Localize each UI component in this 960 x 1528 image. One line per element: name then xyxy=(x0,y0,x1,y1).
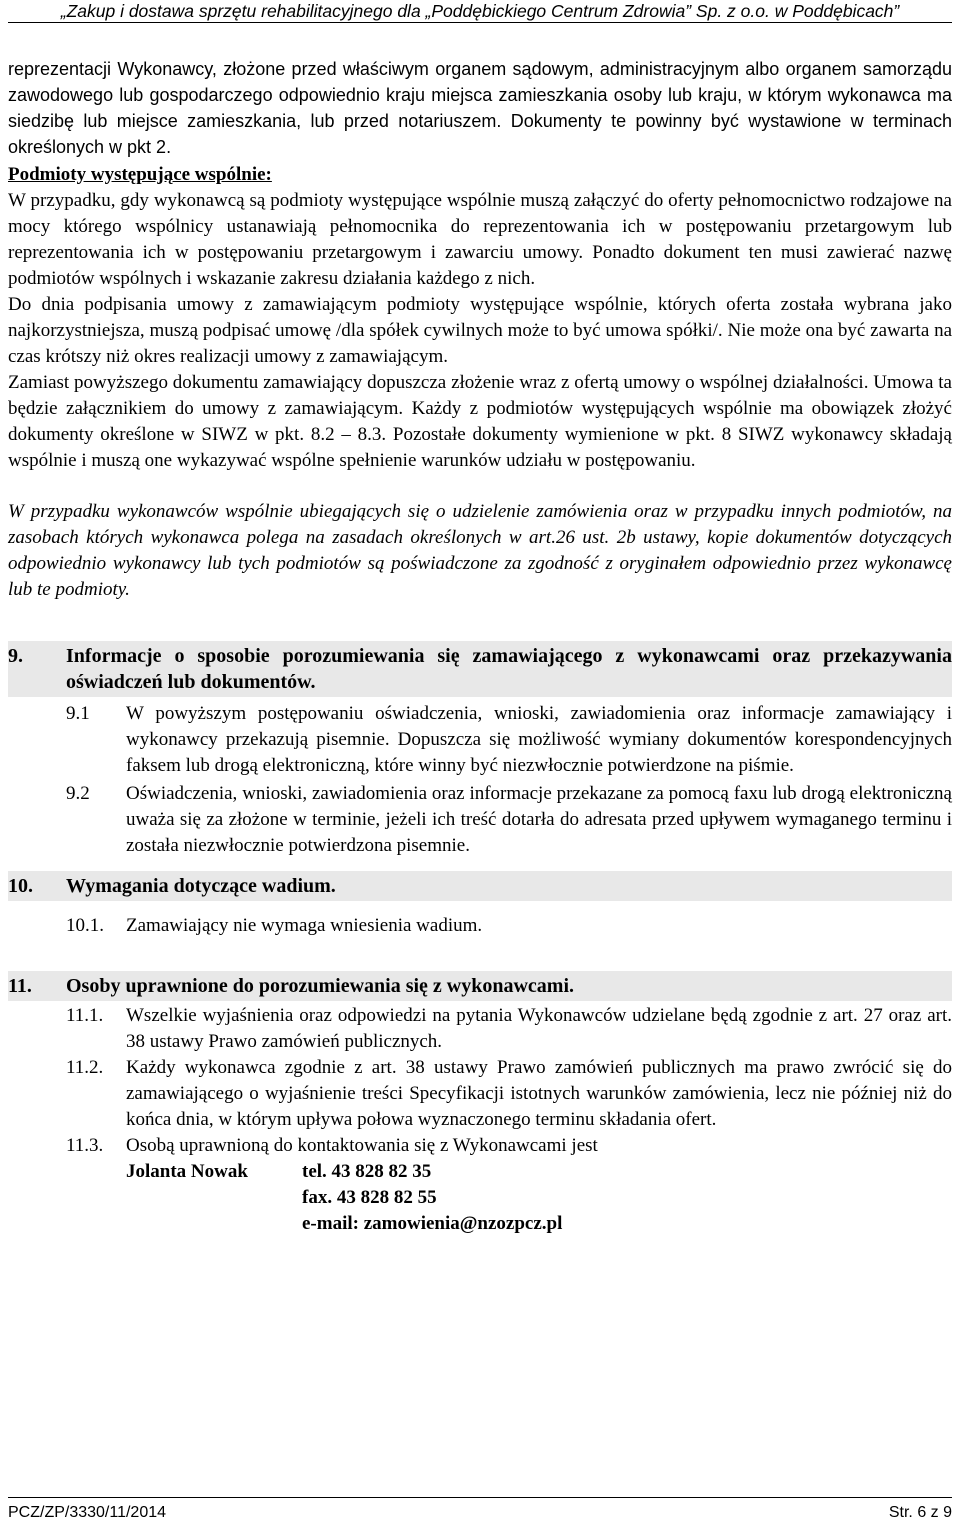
section-number: 11. xyxy=(8,975,32,997)
spacer xyxy=(8,474,952,499)
section-number: 9. xyxy=(8,645,23,667)
joint-paragraph-2: Do dnia podpisania umowy z zamawiającym podmioty występujące wspólnie, których oferta została wybrana jako najkorzystniejsza, muszą podpisać umowę /dla spółek cywilnych może to być umowa spółki/. Nie może ona być zawarta na czas krótszy niż okres realizacji umowy z zamawiającym. xyxy=(8,294,952,367)
section-number: 10. xyxy=(8,875,33,897)
subsection-10-1 xyxy=(66,913,952,939)
subsection-number: 11.1. xyxy=(66,1005,104,1026)
subsection-text: Każdy wykonawca zgodnie z art. 38 ustawy Prawo zamówień publicznych ma prawo zwrócić się do zamawiającego o wyjaśnienie treści Specyfikacji istotnych warunków zamówienia, lecz nie później niż do końca dnia, w którym upływa połowa wyznaczonego terminu składania ofert. xyxy=(126,1057,952,1130)
section-title: Osoby uprawnione do porozumiewania się z wykonawcami. xyxy=(66,975,575,997)
subsection-9-2 xyxy=(66,781,952,859)
joint-entities-heading: Podmioty występujące wspólnie: xyxy=(8,164,272,185)
section-heading-9 xyxy=(8,641,952,697)
joint-paragraph-1: W przypadku, gdy wykonawcą są podmioty występujące wspólnie muszą załączyć do oferty pełnomocnictwo rodzajowe na mocy którego wspólnicy ustanawiają pełnomocnika do reprezentowania ich w postępowaniu przetargowym lub reprezentowania ich w postępowaniu przetargowym i zawarciu umowy. Ponadto dokument ten musi zawierać nazwę podmiotów wspólnych i wskazanie zakresu działania każdego z nich. xyxy=(8,190,952,289)
contact-fax-row xyxy=(126,1185,952,1211)
subsection-number: 11.2. xyxy=(66,1057,104,1078)
subsection-text: W powyższym postępowaniu oświadczenia, wnioski, zawiadomienia oraz informacje zamawiający i wykonawcy przekazują pisemnie. Dopuszcza się możliwość wymiany dokumentów korespondencyjnych faksem lub drogą elektroniczną, które winny być niezwłocznie potwierdzone na piśmie. xyxy=(126,703,952,776)
subsection-number: 11.3. xyxy=(66,1135,104,1156)
contact-email: e-mail: zamowienia@nzozpcz.pl xyxy=(302,1213,563,1234)
subsection-number: 9.1 xyxy=(66,703,90,724)
header-divider xyxy=(8,22,952,23)
page-header xyxy=(0,0,960,28)
subsection-text: Oświadczenia, wnioski, zawiadomienia oraz informacje przekazane za pomocą faxu lub drogą elektroniczną uważa się za złożone w terminie, jeżeli ich treść dotarła do adresata przed upływem wymaganego terminu i została niezwłocznie potwierdzona pisemnie. xyxy=(126,783,952,856)
contact-email-row xyxy=(126,1211,952,1237)
subsection-11-3 xyxy=(66,1133,952,1159)
subsection-number: 10.1. xyxy=(66,915,104,936)
page-footer xyxy=(8,1503,952,1523)
subsection-text: Wszelkie wyjaśnienia oraz odpowiedzi na pytania Wykonawców udzielane będą zgodnie z art. 27 oraz art. 38 ustawy Prawo zamówień publicznych. xyxy=(126,1005,952,1052)
joint-italic-paragraph: W przypadku wykonawców wspólnie ubiegających się o udzielenie zamówienia oraz w przypadku innych podmiotów, na zasobach których wykonawca polega na zasadach określonych w art.26 ust. 2b ustawy, kopie dokumentów dotyczących odpowiednio wykonawcy lub tych podmiotów są poświadczone za zgodność z oryginałem odpowiednio przez wykonawcę lub te podmioty. xyxy=(8,501,952,600)
subsection-11-2 xyxy=(66,1055,952,1133)
document-reference: PCZ/ZP/3330/11/2014 xyxy=(8,1504,167,1521)
section-title: Informacje o sposobie porozumiewania się zamawiającego z wykonawcami oraz przekazywania oświadczeń lub dokumentów. xyxy=(66,645,952,693)
header-title: „Zakup i dostawa sprzętu rehabilitacyjnego dla „Poddębickiego Centrum Zdrowia” Sp. z o.o. w Poddębicach” xyxy=(60,1,900,21)
contact-phone: tel. 43 828 82 35 xyxy=(302,1161,432,1182)
subsection-text: Osobą uprawnioną do kontaktowania się z Wykonawcami jest xyxy=(126,1135,598,1156)
contact-block xyxy=(126,1159,952,1185)
section-title: Wymagania dotyczące wadium. xyxy=(66,875,336,897)
subsection-number: 9.2 xyxy=(66,783,90,804)
section-heading-10 xyxy=(8,871,952,901)
joint-paragraph-3: Zamiast powyższego dokumentu zamawiający dopuszcza złożenie wraz z ofertą umowy o wspólnej działalności. Umowa ta będzie załącznikiem do umowy z zamawiającym. Każdy z podmiotów występujących wspólnie ma obowiązek złożyć dokumenty określone w SIWZ w pkt. 8.2 – 8.3. Pozostałe dokumenty wymienione w pkt. 8 SIWZ wykonawcy składają wspólnie i muszą one wykazywać wspólne spełnienie warunków udziału w postępowaniu. xyxy=(8,372,952,471)
subsection-11-1 xyxy=(66,1003,952,1055)
contact-name: Jolanta Nowak xyxy=(126,1161,248,1182)
subsection-text: Zamawiający nie wymaga wniesienia wadium. xyxy=(126,915,483,936)
document-body xyxy=(8,56,952,1237)
contact-fax: fax. 43 828 82 55 xyxy=(302,1187,437,1208)
page-number: Str. 6 z 9 xyxy=(888,1504,952,1521)
footer-divider xyxy=(8,1497,952,1498)
intro-paragraph: reprezentacji Wykonawcy, złożone przed właściwym organem sądowym, administracyjnym albo organem samorządu zawodowego lub gospodarczego odpowiednio kraju miejsca zamieszkania osoby lub kraju, w którym wykonawca ma siedzibę lub miejsce zamieszkania, lub przed notariuszem. Dokumenty te powinny być wystawione w terminach określonych w pkt 2. xyxy=(8,59,952,157)
section-heading-11 xyxy=(8,971,952,1001)
subsection-9-1 xyxy=(66,701,952,779)
